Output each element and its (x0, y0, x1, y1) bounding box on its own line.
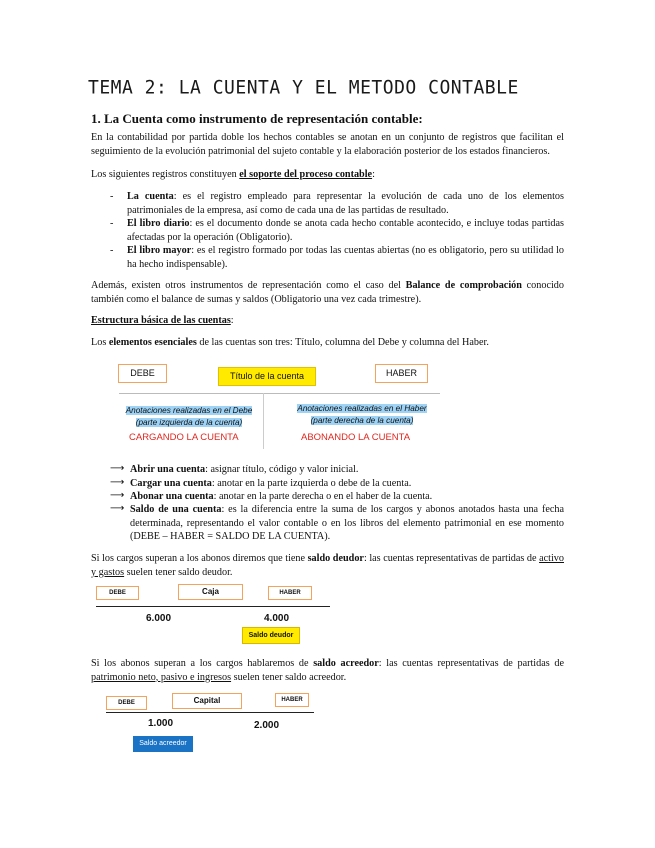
elementos-bold: elementos esenciales (108, 337, 197, 348)
saldo-acreedor-badge: Saldo acreedor (133, 736, 193, 752)
registros-post: : (372, 169, 375, 180)
registros-paragraph (91, 168, 564, 182)
intro-paragraph: En la contabilidad por partida doble los hechos contables se anotan en un conjunto de registros que facilitan el seguimiento de la evolución patrimonial del sujeto contable y la elaboración posterior de los estados financieros. (91, 132, 564, 157)
action-item (130, 503, 564, 544)
list-item-text: : es el documento donde se anota cada hecho contable acontecido, e incluye todas partidas afectadas por la operación (Obligatorio). (127, 218, 564, 243)
list-item-text: : es el registro formado por todas las cuentas abiertas (no es obligatorio, pero su utilidad lo ha hecho indispensable). (127, 245, 564, 270)
elementos-pre: Los (91, 337, 109, 348)
debe-label: DEBE (118, 364, 167, 383)
account-top-line (119, 393, 440, 394)
action-bold: Abonar una cuenta (130, 491, 214, 502)
action-item (130, 477, 564, 491)
account-title-label: Capital (172, 693, 242, 709)
deudor-mid: : las cuentas representativas de partidas de (363, 553, 540, 564)
action-item (130, 463, 564, 477)
list-item-bold: La cuenta (127, 191, 174, 202)
saldo-deudor-paragraph (91, 552, 564, 579)
estructura-colon: : (230, 315, 234, 326)
list-item (127, 244, 564, 271)
ademas-post: conocido también como el balance de sumas y saldos (Obligatorio una vez cada trimestre). (91, 280, 564, 305)
ademas-paragraph (91, 279, 564, 306)
account-top-line (96, 606, 330, 607)
saldo-acreedor-paragraph (91, 657, 564, 684)
action-bold: Abrir una cuenta (130, 464, 206, 475)
haber-value: 2.000 (254, 720, 280, 731)
action-text: : asignar título, código y valor inicial. (205, 464, 359, 475)
ademas-bold: Balance de comprobación (405, 280, 522, 291)
acreedor-pre: Si los abonos superan a los cargos hablaremos de (91, 658, 314, 669)
list-item (127, 217, 564, 244)
action-bold: Cargar una cuenta (130, 478, 212, 489)
arrow-icon: ⟶ (110, 477, 125, 488)
acreedor-post: suelen tener saldo acreedor. (231, 671, 347, 683)
haber-note (287, 402, 437, 426)
debe-value: 6.000 (146, 613, 172, 624)
account-title-label: Caja (178, 584, 243, 600)
estructura-heading-text: Estructura básica de las cuentas (91, 315, 231, 326)
page-title: TEMA 2: LA CUENTA Y EL METODO CONTABLE (88, 76, 519, 99)
list-item-bold: El libro diario (127, 218, 190, 229)
list-item-text: : es el registro empleado para representar la evolución de cada uno de los elementos patrimoniales de la empresa, así como de cada una de las partidas de resultado. (127, 191, 564, 216)
action-text: : anotar en la parte izquierda o debe de la cuenta. (211, 478, 412, 489)
arrow-icon: ⟶ (110, 490, 125, 501)
account-title-label: Título de la cuenta (218, 367, 316, 386)
debe-note (119, 404, 259, 428)
acreedor-underlined: patrimonio neto, pasivo e ingresos (91, 671, 232, 683)
account-top-line (106, 712, 314, 713)
saldo-deudor-badge: Saldo deudor (242, 627, 300, 644)
ademas-pre: Además, existen otros instrumentos de representación como el caso del (91, 280, 406, 291)
debe-note-line2: (parte izquierda de la cuenta) (135, 418, 243, 427)
action-bold: Saldo de una cuenta (130, 504, 222, 515)
deudor-bold: saldo deudor (307, 553, 364, 564)
cargando-label: CARGANDO LA CUENTA (129, 432, 239, 443)
action-item (130, 490, 564, 504)
debe-label: DEBE (106, 696, 147, 710)
action-text: : es la diferencia entre la suma de los cargos y abonos anotados hasta una fecha determinada, representando el valor contable o en los libros del elemento patrimonial en ese momento (DEBE – HABER = SALDO DE LA CUENTA). (130, 504, 565, 543)
debe-value: 1.000 (148, 718, 174, 729)
debe-label: DEBE (96, 586, 139, 600)
arrow-icon: ⟶ (110, 463, 125, 474)
abonando-label: ABONANDO LA CUENTA (301, 432, 411, 443)
elementos-post: de las cuentas son tres: Título, columna del Debe y columna del Haber. (196, 337, 489, 348)
elementos-paragraph (91, 336, 564, 350)
registros-bold: el soporte del proceso contable (239, 169, 373, 180)
acreedor-mid: : las cuentas representativas de partidas de (378, 658, 564, 669)
debe-note-line1: Anotaciones realizadas en el Debe (125, 406, 253, 415)
haber-label: HABER (268, 586, 312, 600)
registros-pre: Los siguientes registros constituyen (91, 169, 240, 180)
account-divider (263, 393, 264, 449)
list-item-bold: El libro mayor (127, 245, 192, 256)
deudor-underlined: activo y gastos (91, 553, 564, 578)
estructura-heading (91, 314, 234, 328)
list-bullet: - (110, 245, 114, 256)
list-bullet: - (110, 218, 114, 229)
deudor-post: suelen tener saldo deudor. (124, 566, 233, 578)
list-item (127, 190, 564, 217)
haber-note-line2: (parte derecha de la cuenta) (310, 416, 414, 425)
haber-label: HABER (375, 364, 428, 383)
haber-note-line1: Anotaciones realizadas en el Haber (297, 404, 427, 413)
haber-label: HABER (275, 693, 309, 707)
action-text: : anotar en la parte derecha o en el haber de la cuenta. (213, 491, 433, 502)
haber-value: 4.000 (264, 613, 290, 624)
acreedor-bold: saldo acreedor (313, 658, 379, 669)
list-bullet: - (110, 191, 114, 202)
section-heading: 1. La Cuenta como instrumento de representación contable: (91, 111, 423, 126)
arrow-icon: ⟶ (110, 503, 125, 514)
deudor-pre: Si los cargos superan a los abonos diremos que tiene (91, 553, 308, 564)
